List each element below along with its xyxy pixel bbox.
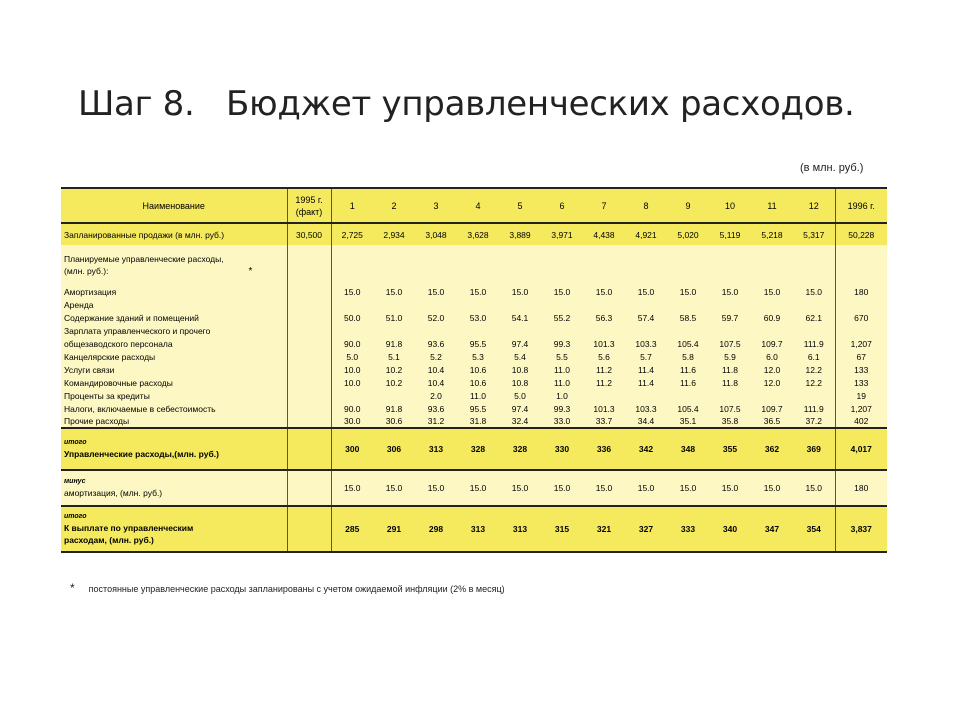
row-month-value: 15.0	[763, 286, 781, 297]
row-total-1996: 180	[835, 470, 887, 506]
row-month-value: 15.0	[427, 286, 445, 297]
row-month-value	[751, 389, 793, 402]
row-month-value: 362	[751, 428, 793, 470]
row-month-value: 15.0	[331, 470, 373, 506]
row-month-value	[583, 298, 625, 311]
row-month-value	[667, 389, 709, 402]
row-month-value: 354	[793, 506, 835, 552]
row-month-value: 56.3	[595, 312, 613, 323]
planned-label	[61, 245, 287, 285]
row-month-value: 347	[751, 506, 793, 552]
row-month-value: 95.5	[469, 338, 487, 349]
summary-name	[61, 470, 287, 506]
row-month-value	[499, 298, 541, 311]
row-month-value: 355	[709, 428, 751, 470]
row-month-value	[583, 245, 625, 285]
row-month-value: 11.2	[596, 364, 612, 375]
row-month-value: 5.6	[598, 351, 610, 362]
row-month-value: 35.8	[721, 416, 739, 426]
row-month-value: 10.6	[469, 364, 487, 375]
row-month-value: 2,934	[373, 223, 415, 245]
table-body	[61, 223, 887, 552]
row-month-value	[625, 298, 667, 311]
table-row	[61, 324, 887, 337]
header-month: 4	[457, 188, 499, 223]
row-month-value: 51.0	[385, 312, 403, 323]
row-month-value: 15.0	[541, 470, 583, 506]
row-month-value: 93.6	[427, 403, 445, 414]
summary-row	[61, 428, 887, 470]
row-1995	[287, 506, 331, 552]
row-month-value	[583, 324, 625, 337]
row-month-value: 15.0	[637, 286, 655, 297]
row-month-value: 15.0	[793, 285, 835, 298]
row-month-value: 336	[583, 428, 625, 470]
row-month-value: 328	[457, 428, 499, 470]
row-month-value	[373, 245, 415, 285]
row-month-value: 342	[625, 428, 667, 470]
row-month-value: 15.0	[373, 470, 415, 506]
header-month: 5	[499, 188, 541, 223]
planned-star: *	[248, 265, 253, 277]
row-month-value: 313	[415, 428, 457, 470]
row-month-value: 91.8	[385, 338, 403, 349]
row-month-value: 10.0	[343, 377, 361, 388]
row-month-value	[709, 298, 751, 311]
header-1996: 1996 г.	[835, 188, 887, 223]
row-1995	[287, 415, 331, 428]
row-month-value	[751, 324, 793, 337]
row-month-value	[331, 324, 373, 337]
row-total-1996: 50,228	[835, 223, 887, 245]
row-month-value: 3,889	[499, 223, 541, 245]
row-month-value: 107.5	[719, 338, 741, 349]
summary-row	[61, 506, 887, 552]
units-note: (в млн. руб.)	[800, 162, 864, 174]
header-month: 10	[709, 188, 751, 223]
row-month-value	[373, 324, 415, 337]
header-1995	[287, 188, 331, 223]
row-month-value: 90.0	[343, 403, 361, 414]
row-month-value: 321	[583, 506, 625, 552]
row-month-value	[667, 245, 709, 285]
row-month-value: 54.1	[511, 312, 529, 323]
row-month-value: 298	[415, 506, 457, 552]
row-month-value: 5,119	[709, 223, 751, 245]
row-month-value: 5.2	[430, 351, 442, 362]
row-1995	[287, 245, 331, 285]
row-month-value: 109.7	[761, 403, 783, 414]
row-month-value: 30.0	[343, 416, 361, 426]
summary-label: К выплате по управленческим	[64, 523, 194, 533]
row-month-value: 15.0	[793, 470, 835, 506]
row-month-value: 291	[373, 506, 415, 552]
table-row	[61, 350, 887, 363]
row-month-value: 11.6	[680, 377, 696, 388]
footnote-text: постоянные управленческие расходы запланированы с учетом ожидаемой инфляции (2% в месяц)	[88, 584, 505, 594]
row-month-value: 11.6	[680, 364, 696, 375]
row-month-value: 111.9	[793, 402, 835, 415]
row-month-value: 11.8	[722, 364, 738, 375]
row-total-1996	[835, 298, 887, 311]
row-month-value: 62.1	[793, 311, 835, 324]
row-month-value: 31.2	[427, 416, 445, 426]
row-month-value: 348	[667, 428, 709, 470]
row-month-value: 11.8	[722, 377, 738, 388]
row-month-value	[709, 389, 751, 402]
row-month-value: 15.0	[751, 470, 793, 506]
row-month-value: 10.8	[511, 377, 529, 388]
row-1995	[287, 324, 331, 337]
row-month-value: 15.0	[499, 470, 541, 506]
row-month-value	[331, 245, 373, 285]
row-month-value: 4,921	[625, 223, 667, 245]
row-month-value: 15.0	[679, 286, 697, 297]
row-month-value: 10.8	[511, 364, 529, 375]
row-month-value	[373, 389, 415, 402]
header-month: 6	[541, 188, 583, 223]
header-month: 1	[331, 188, 373, 223]
row-month-value	[415, 245, 457, 285]
row-month-value: 5.9	[724, 351, 736, 362]
row-month-value: 33.0	[553, 416, 571, 426]
row-1995	[287, 285, 331, 298]
table-row	[61, 337, 887, 350]
row-month-value: 328	[499, 428, 541, 470]
row-month-value: 99.3	[553, 403, 571, 414]
table-row	[61, 285, 887, 298]
row-month-value: 5.0	[346, 351, 359, 362]
row-month-value: 53.0	[469, 312, 487, 323]
row-month-value: 4,438	[583, 223, 625, 245]
row-name: Содержание зданий и помещений	[61, 311, 287, 324]
row-month-value: 15.0	[553, 286, 571, 297]
row-month-value: 33.7	[595, 416, 613, 426]
footnote	[70, 581, 505, 595]
row-1995	[287, 470, 331, 506]
summary-label: амортизация, (млн. руб.)	[64, 488, 163, 498]
summary-label: Управленческие расходы,(млн. руб.)	[64, 449, 219, 459]
table-row	[61, 376, 887, 389]
row-month-value: 99.3	[553, 338, 571, 349]
row-month-value: 330	[541, 428, 583, 470]
row-1995	[287, 428, 331, 470]
row-month-value: 15.0	[343, 286, 361, 297]
row-month-value: 15.0	[583, 470, 625, 506]
row-month-value: 30.6	[385, 416, 403, 426]
summary-prefix: минус	[64, 478, 86, 485]
row-month-value	[415, 324, 457, 337]
row-month-value	[793, 245, 835, 285]
row-1995	[287, 389, 331, 402]
table-row	[61, 363, 887, 376]
row-month-value: 11.0	[554, 364, 570, 375]
header-1995-year: 1995 г.	[295, 194, 323, 205]
row-month-value	[457, 298, 499, 311]
row-total-1996	[835, 245, 887, 285]
row-month-value: 101.3	[593, 338, 615, 349]
row-month-value: 5.4	[514, 351, 526, 362]
row-month-value: 313	[499, 506, 541, 552]
row-month-value: 10.4	[427, 377, 445, 388]
row-1995: 30,500	[287, 223, 331, 245]
header-month: 8	[625, 188, 667, 223]
summary-prefix: итого	[64, 439, 87, 446]
row-month-value: 34.4	[637, 416, 655, 426]
row-month-value: 3,628	[457, 223, 499, 245]
row-month-value: 6.1	[793, 350, 835, 363]
row-month-value	[331, 389, 373, 402]
row-total-1996: 4,017	[835, 428, 887, 470]
row-1995	[287, 376, 331, 389]
row-month-value: 5.5	[556, 351, 568, 362]
row-month-value: 333	[667, 506, 709, 552]
row-month-value	[709, 324, 751, 337]
row-month-value: 315	[541, 506, 583, 552]
row-month-value: 31.8	[469, 416, 487, 426]
row-name: Услуги связи	[61, 363, 287, 376]
row-month-value: 11.2	[596, 377, 612, 388]
row-month-value: 340	[709, 506, 751, 552]
row-month-value: 15.0	[625, 470, 667, 506]
row-1995	[287, 311, 331, 324]
row-month-value	[625, 324, 667, 337]
row-month-value: 5.1	[388, 351, 400, 362]
row-month-value: 15.0	[385, 286, 403, 297]
row-month-value: 5,317	[793, 223, 835, 245]
row-month-value: 10.0	[343, 364, 361, 375]
row-month-value	[457, 245, 499, 285]
row-month-value: 91.8	[385, 403, 403, 414]
row-name: Прочие расходы	[61, 415, 287, 428]
row-month-value	[625, 245, 667, 285]
row-month-value: 15.0	[469, 286, 487, 297]
row-month-value: 15.0	[721, 286, 739, 297]
row-total-1996: 402	[854, 416, 869, 426]
row-month-value: 107.5	[719, 403, 741, 414]
row-total-1996: 3,837	[835, 506, 887, 552]
row-month-value: 57.4	[637, 312, 655, 323]
row-month-value	[793, 324, 835, 337]
row-month-value: 313	[457, 506, 499, 552]
row-month-value: 59.7	[721, 312, 739, 323]
row-name: Аренда	[61, 298, 287, 311]
row-month-value: 10.6	[469, 377, 487, 388]
row-month-value: 6.0	[766, 351, 778, 362]
row-month-value: 5.8	[682, 351, 694, 362]
planned-label-line1: Планируемые управленческие расходы,	[64, 253, 224, 264]
row-month-value: 5.3	[472, 351, 484, 362]
row-name: Налоги, включаемые в себестоимость	[61, 402, 287, 415]
row-month-value: 15.0	[415, 470, 457, 506]
row-month-value	[331, 298, 373, 311]
row-month-value	[709, 245, 751, 285]
table-row	[61, 402, 887, 415]
row-month-value: 11.4	[638, 377, 654, 388]
row-month-value: 15.0	[457, 470, 499, 506]
row-total-1996: 670	[854, 312, 869, 323]
row-month-value	[373, 298, 415, 311]
row-month-value: 103.3	[635, 338, 657, 349]
row-total-1996: 67	[856, 351, 866, 362]
row-month-value: 15.0	[595, 286, 613, 297]
row-name: Канцелярские расходы	[61, 350, 287, 363]
row-month-value: 105.4	[677, 403, 699, 414]
row-total-1996	[835, 324, 887, 337]
row-month-value	[541, 245, 583, 285]
header-month: 3	[415, 188, 457, 223]
row-month-value	[541, 298, 583, 311]
planned-label-text: (млн. руб.):	[64, 265, 109, 276]
row-month-value: 15.0	[709, 470, 751, 506]
row-month-value: 109.7	[761, 338, 783, 349]
row-month-value: 306	[373, 428, 415, 470]
row-name: Зарплата управленческого и прочего	[61, 324, 287, 337]
row-total-1996: 133	[854, 364, 869, 375]
row-month-value: 10.2	[385, 377, 403, 388]
row-month-value: 369	[793, 428, 835, 470]
summary-name	[61, 506, 287, 552]
table-row	[61, 298, 887, 311]
row-month-value: 3,048	[415, 223, 457, 245]
row-1995	[287, 337, 331, 350]
header-month: 7	[583, 188, 625, 223]
row-month-value: 5.0	[514, 390, 526, 401]
row-month-value: 90.0	[343, 338, 361, 349]
row-month-value: 35.1	[679, 416, 697, 426]
row-month-value: 60.9	[763, 312, 781, 323]
row-1995	[287, 402, 331, 415]
summary-name	[61, 428, 287, 470]
row-1995	[287, 350, 331, 363]
row-month-value: 32.4	[511, 416, 529, 426]
row-month-value	[667, 298, 709, 311]
row-name: общезаводского персонала	[61, 337, 287, 350]
row-month-value: 12.2	[793, 363, 835, 376]
table-header-row	[61, 188, 887, 223]
row-total-1996: 1,207	[850, 403, 872, 414]
row-month-value	[499, 324, 541, 337]
row-name: Командировочные расходы	[61, 376, 287, 389]
table-row	[61, 223, 887, 245]
footnote-star: *	[70, 581, 75, 595]
row-month-value: 55.2	[553, 312, 571, 323]
header-name: Наименование	[61, 188, 287, 223]
header-month: 9	[667, 188, 709, 223]
row-month-value: 5.7	[640, 351, 652, 362]
row-month-value: 52.0	[427, 312, 445, 323]
summary-label: расходам, (млн. руб.)	[64, 535, 154, 545]
planned-label-row	[61, 245, 887, 285]
header-month: 12	[793, 188, 835, 223]
row-month-value: 300	[331, 428, 373, 470]
table-row	[61, 389, 887, 402]
row-month-value	[457, 324, 499, 337]
row-month-value: 12.2	[793, 376, 835, 389]
row-name: Амортизация	[61, 285, 287, 298]
row-month-value: 103.3	[635, 403, 657, 414]
row-month-value: 12.0	[763, 377, 781, 388]
row-month-value	[583, 389, 625, 402]
row-name: Запланированные продажи (в млн. руб.)	[61, 223, 287, 245]
row-month-value: 5,020	[667, 223, 709, 245]
budget-table-wrap	[61, 187, 887, 553]
row-month-value	[667, 324, 709, 337]
row-month-value: 285	[331, 506, 373, 552]
row-month-value	[415, 298, 457, 311]
row-month-value: 36.5	[763, 416, 781, 426]
row-month-value: 15.0	[511, 286, 529, 297]
row-month-value: 5,218	[751, 223, 793, 245]
row-month-value: 58.5	[679, 312, 697, 323]
row-total-1996: 1,207	[850, 338, 872, 349]
summary-prefix: итого	[64, 513, 87, 520]
row-month-value: 11.4	[638, 364, 654, 375]
row-1995	[287, 363, 331, 376]
row-month-value: 10.4	[427, 364, 445, 375]
row-month-value: 50.0	[343, 312, 361, 323]
header-1995-fact: (факт)	[295, 206, 323, 217]
header-month: 11	[751, 188, 793, 223]
row-month-value: 2,725	[331, 223, 373, 245]
row-total-1996: 19	[856, 390, 866, 401]
table-row	[61, 311, 887, 324]
summary-row	[61, 470, 887, 506]
row-month-value	[793, 389, 835, 402]
header-month: 2	[373, 188, 415, 223]
row-month-value: 1.0	[556, 390, 568, 401]
table-row	[61, 415, 887, 428]
row-total-1996: 133	[854, 377, 869, 388]
row-month-value: 11.0	[554, 377, 570, 388]
row-month-value	[541, 324, 583, 337]
row-name: Проценты за кредиты	[61, 389, 287, 402]
row-month-value: 327	[625, 506, 667, 552]
row-total-1996: 180	[854, 286, 869, 297]
row-month-value: 97.4	[511, 403, 529, 414]
slide-title: Шаг 8. Бюджет управленческих расходов.	[78, 84, 855, 124]
row-month-value: 105.4	[677, 338, 699, 349]
row-month-value: 3,971	[541, 223, 583, 245]
row-month-value: 101.3	[593, 403, 615, 414]
row-month-value: 11.0	[470, 390, 486, 401]
row-month-value: 2.0	[430, 390, 442, 401]
row-month-value	[499, 245, 541, 285]
budget-table	[61, 187, 887, 553]
row-month-value: 93.6	[427, 338, 445, 349]
row-month-value	[751, 298, 793, 311]
row-month-value: 15.0	[667, 470, 709, 506]
row-month-value: 10.2	[385, 364, 403, 375]
row-month-value	[625, 389, 667, 402]
row-month-value: 12.0	[763, 364, 781, 375]
row-month-value: 111.9	[793, 337, 835, 350]
row-1995	[287, 298, 331, 311]
row-month-value: 37.2	[793, 415, 835, 428]
planned-label-line2	[64, 265, 284, 278]
row-month-value: 95.5	[469, 403, 487, 414]
row-month-value: 97.4	[511, 338, 529, 349]
row-month-value	[751, 245, 793, 285]
row-month-value	[793, 298, 835, 311]
